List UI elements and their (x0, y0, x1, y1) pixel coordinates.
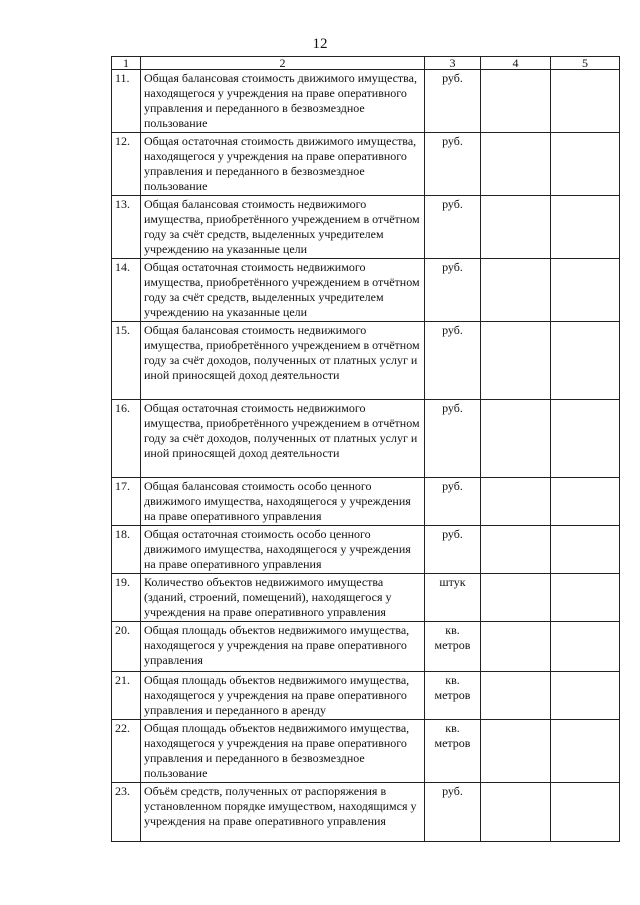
row-value-col5 (551, 70, 620, 133)
row-unit: руб. (425, 478, 481, 526)
row-unit: руб. (425, 196, 481, 259)
row-value-col5 (551, 322, 620, 400)
row-value-col4 (481, 574, 551, 622)
row-value-col5 (551, 259, 620, 322)
page-number: 12 (312, 36, 328, 52)
row-value-col4 (481, 133, 551, 196)
row-number: 15. (112, 322, 141, 400)
row-number: 13. (112, 196, 141, 259)
row-description: Общая балансовая стоимость недвижимого имущества, приобретённого учреждением в отчётном году за счёт доходов, полученных от платных услуг и иной приносящей доход деятельности (141, 322, 425, 400)
row-value-col5 (551, 720, 620, 783)
row-value-col4 (481, 783, 551, 842)
row-number: 18. (112, 526, 141, 574)
table-row (112, 259, 620, 322)
row-unit: кв. метров (425, 672, 481, 720)
table-row (112, 574, 620, 622)
row-description: Общая площадь объектов недвижимого имущества, находящегося у учреждения на праве оперативного управления (141, 622, 425, 672)
row-unit: руб. (425, 526, 481, 574)
row-description: Общая остаточная стоимость недвижимого имущества, приобретённого учреждением в отчётном году за счёт средств, выделенных учредителем учреждению на указанные цели (141, 259, 425, 322)
row-value-col4 (481, 322, 551, 400)
row-description: Общая остаточная стоимость движимого имущества, находящегося у учреждения на праве оперативного управления и переданного в безвозмездное пользование (141, 133, 425, 196)
table-row (112, 70, 620, 133)
row-description: Объём средств, полученных от распоряжения в установленном порядке имуществом, находящимся у учреждения на праве оперативного управления (141, 783, 425, 842)
row-unit: руб. (425, 783, 481, 842)
row-value-col5 (551, 574, 620, 622)
table-row (112, 783, 620, 842)
row-description: Общая балансовая стоимость особо ценного движимого имущества, находящегося у учреждения на праве оперативного управления (141, 478, 425, 526)
row-value-col5 (551, 478, 620, 526)
header-cell-2: 2 (141, 57, 425, 70)
table-row (112, 478, 620, 526)
table-row (112, 622, 620, 672)
row-value-col4 (481, 196, 551, 259)
header-cell-3: 3 (425, 57, 481, 70)
row-number: 22. (112, 720, 141, 783)
row-unit: кв. метров (425, 720, 481, 783)
row-number: 16. (112, 400, 141, 478)
table-row (112, 720, 620, 783)
row-unit: руб. (425, 400, 481, 478)
row-description: Общая балансовая стоимость недвижимого имущества, приобретённого учреждением в отчётном году за счёт средств, выделенных учредителем учреждению на указанные цели (141, 196, 425, 259)
row-value-col5 (551, 783, 620, 842)
row-description: Общая площадь объектов недвижимого имущества, находящегося у учреждения на праве оперативного управления и переданного в безвозмездное пользование (141, 720, 425, 783)
table-row (112, 322, 620, 400)
row-value-col5 (551, 622, 620, 672)
row-description: Общая остаточная стоимость недвижимого имущества, приобретённого учреждением в отчётном году за счёт доходов, полученных от платных услуг и иной приносящей доход деятельности (141, 400, 425, 478)
report-table (111, 56, 620, 842)
row-number: 11. (112, 70, 141, 133)
row-value-col5 (551, 672, 620, 720)
row-number: 14. (112, 259, 141, 322)
row-number: 17. (112, 478, 141, 526)
row-unit: руб. (425, 259, 481, 322)
header-cell-5: 5 (551, 57, 620, 70)
table-row (112, 196, 620, 259)
row-value-col5 (551, 526, 620, 574)
table-row (112, 133, 620, 196)
row-description: Общая остаточная стоимость особо ценного движимого имущества, находящегося у учреждения на праве оперативного управления (141, 526, 425, 574)
row-unit: руб. (425, 70, 481, 133)
header-row (112, 57, 620, 70)
row-number: 23. (112, 783, 141, 842)
row-number: 20. (112, 622, 141, 672)
row-unit: руб. (425, 322, 481, 400)
row-value-col4 (481, 526, 551, 574)
row-unit: руб. (425, 133, 481, 196)
row-description: Общая площадь объектов недвижимого имущества, находящегося у учреждения на праве оперативного управления и переданного в аренду (141, 672, 425, 720)
table-row (112, 672, 620, 720)
row-value-col4 (481, 259, 551, 322)
table-row (112, 526, 620, 574)
row-value-col5 (551, 196, 620, 259)
row-unit: штук (425, 574, 481, 622)
row-description: Количество объектов недвижимого имущества (зданий, строений, помещений), находящегося у учреждения на праве оперативного управления (141, 574, 425, 622)
row-description: Общая балансовая стоимость движимого имущества, находящегося у учреждения на праве оперативного управления и переданного в безвозмездное пользование (141, 70, 425, 133)
header-cell-4: 4 (481, 57, 551, 70)
header-cell-1: 1 (112, 57, 141, 70)
row-value-col4 (481, 720, 551, 783)
row-number: 12. (112, 133, 141, 196)
table-row (112, 400, 620, 478)
row-value-col4 (481, 622, 551, 672)
row-value-col4 (481, 478, 551, 526)
row-value-col4 (481, 70, 551, 133)
row-value-col4 (481, 400, 551, 478)
row-value-col5 (551, 400, 620, 478)
row-unit: кв. метров (425, 622, 481, 672)
row-value-col4 (481, 672, 551, 720)
row-number: 21. (112, 672, 141, 720)
row-number: 19. (112, 574, 141, 622)
row-value-col5 (551, 133, 620, 196)
